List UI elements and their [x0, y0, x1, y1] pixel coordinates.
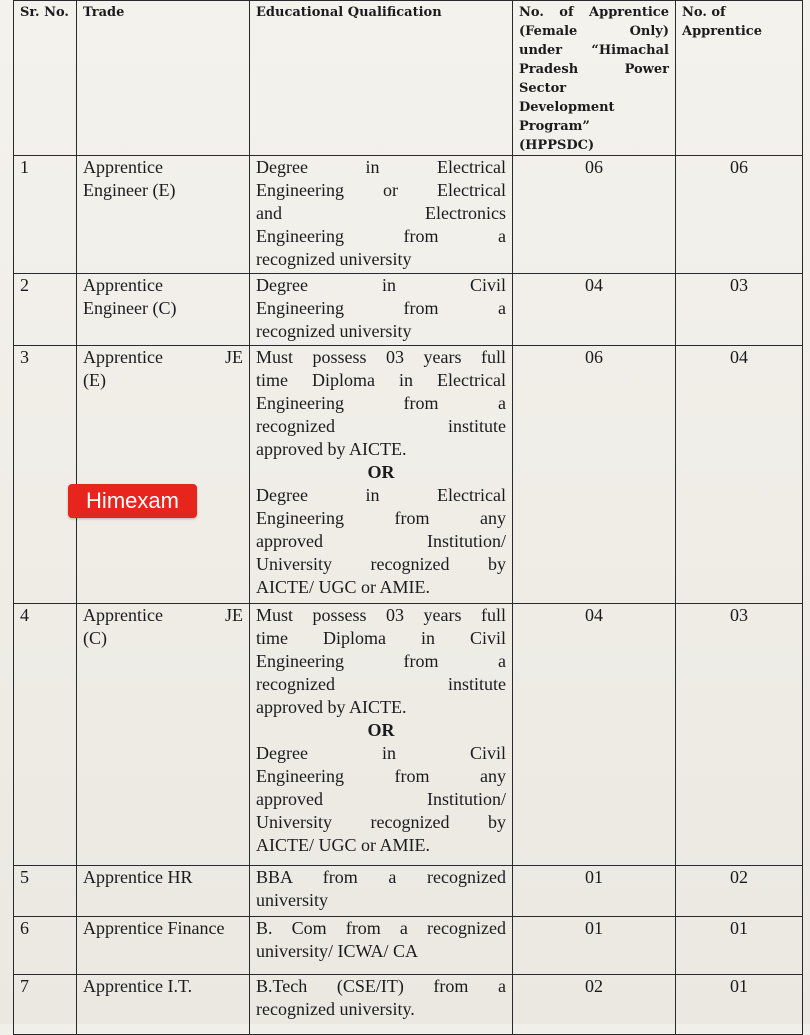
- row-trade: Apprentice I.T.: [77, 975, 250, 1035]
- row-apprentice-count: 04: [676, 346, 803, 604]
- row-qualification: Degree in Electrical Engineering or Electrical and Electronics Engineering from a recognized university: [250, 156, 513, 274]
- row-apprentice-count: 03: [676, 274, 803, 346]
- row-trade: Apprentice Engineer (E): [77, 156, 250, 274]
- row-apprentice-count: 01: [676, 975, 803, 1035]
- row-trade: Apprentice HR: [77, 866, 250, 917]
- row-hppsdc-count: 06: [513, 346, 676, 604]
- header-trade: Trade: [77, 1, 250, 156]
- row-qualification: B. Com from a recognized university/ ICWA/ CA: [250, 917, 513, 975]
- row-sr-no: 6: [14, 917, 77, 975]
- row-trade: Apprentice Finance: [77, 917, 250, 975]
- row-sr-no: 4: [14, 604, 77, 866]
- row-qualification: B.Tech (CSE/IT) from a recognized university.: [250, 975, 513, 1035]
- row-sr-no: 2: [14, 274, 77, 346]
- table-row: [14, 604, 803, 866]
- row-hppsdc-count: 01: [513, 917, 676, 975]
- row-hppsdc-count: 06: [513, 156, 676, 274]
- table-row: [14, 274, 803, 346]
- table-row: [14, 975, 803, 1035]
- table-row: [14, 866, 803, 917]
- header-apprentice-count: No. of Apprentice: [676, 1, 803, 156]
- row-sr-no: 7: [14, 975, 77, 1035]
- row-qualification: Degree in Civil Engineering from a recognized university: [250, 274, 513, 346]
- table-row: [14, 346, 803, 604]
- row-apprentice-count: 03: [676, 604, 803, 866]
- row-hppsdc-count: 04: [513, 604, 676, 866]
- row-apprentice-count: 02: [676, 866, 803, 917]
- row-trade: Apprentice JE (E): [77, 346, 250, 604]
- table-row: [14, 917, 803, 975]
- row-qualification: Must possess 03 years full time Diploma in Civil Engineering from a recognized institute approved by AICTE. OR Degree in Civil Engineering from any approved Institution/ University recognized by AICTE/ UGC or AMIE.: [250, 604, 513, 866]
- header-hppsdc-count: No. of Apprentice (Female Only) under “Himachal Pradesh Power Sector Development Program” (HPPSDC): [513, 1, 676, 156]
- row-hppsdc-count: 04: [513, 274, 676, 346]
- row-sr-no: 3: [14, 346, 77, 604]
- row-hppsdc-count: 02: [513, 975, 676, 1035]
- row-sr-no: 1: [14, 156, 77, 274]
- or-separator: OR: [367, 720, 395, 740]
- header-sr-no: Sr. No.: [14, 1, 77, 156]
- himexam-watermark: Himexam: [68, 484, 197, 518]
- row-sr-no: 5: [14, 866, 77, 917]
- row-apprentice-count: 01: [676, 917, 803, 975]
- table-header-row: [14, 1, 803, 156]
- row-apprentice-count: 06: [676, 156, 803, 274]
- header-qualification: Educational Qualification: [250, 1, 513, 156]
- row-trade: Apprentice Engineer (C): [77, 274, 250, 346]
- row-qualification: BBA from a recognized university: [250, 866, 513, 917]
- row-qualification: Must possess 03 years full time Diploma in Electrical Engineering from a recognized institute approved by AICTE. OR Degree in Electrical Engineering from any approved Institution/ University recognized by AICTE/ UGC or AMIE.: [250, 346, 513, 604]
- row-trade: Apprentice JE (C): [77, 604, 250, 866]
- row-hppsdc-count: 01: [513, 866, 676, 917]
- or-separator: OR: [367, 462, 395, 482]
- table-row: [14, 156, 803, 274]
